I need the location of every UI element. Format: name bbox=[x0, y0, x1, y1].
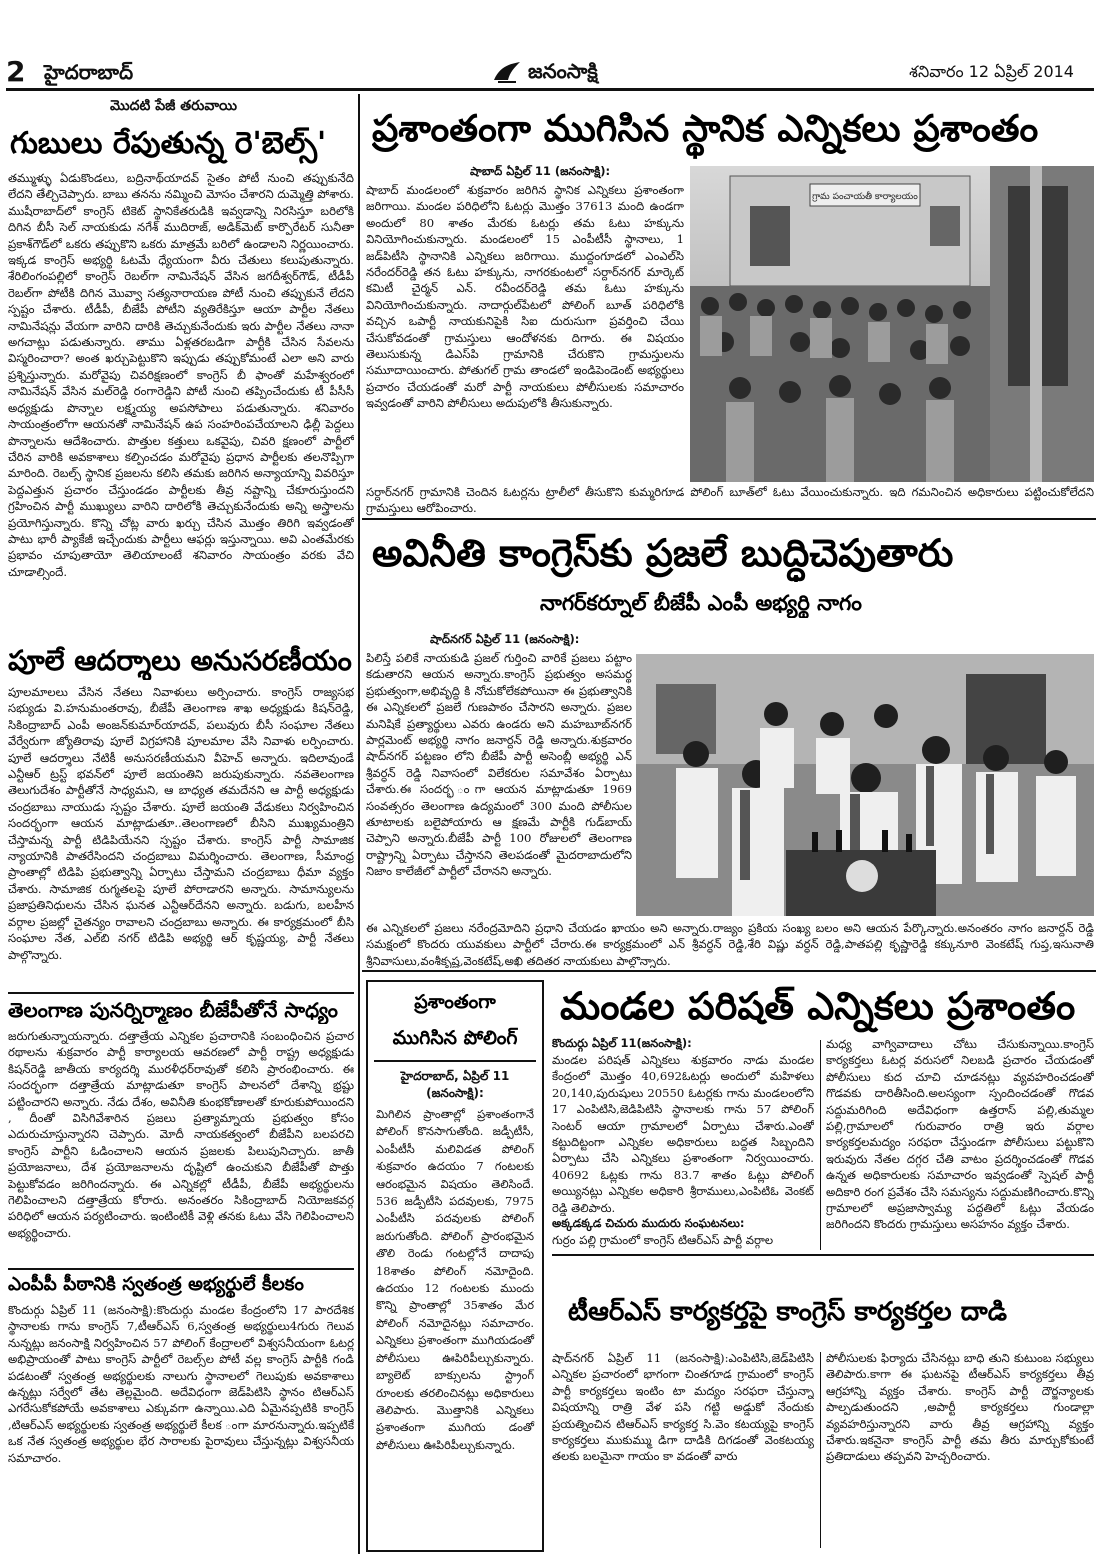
continued-kicker: మొదటి పేజీ తరువాయి bbox=[110, 98, 237, 114]
headline-corrupt-congress: అవినీతి కాంగ్రెస్‌కు ప్రజలే బుద్ధిచెపుతారు bbox=[372, 531, 954, 575]
nagam-dateline: షాద్‌నగర్ ఏప్రిల్ 11 (జనంసాక్షి): bbox=[430, 632, 580, 646]
mandal-dateline: కొందుర్గు ఏప్రిల్ 11(జనంసాక్షి): bbox=[552, 1036, 692, 1050]
polling-queue-photo bbox=[690, 166, 1094, 482]
nagam-story-body-wide: ఈ ఎన్నికలలో ప్రజలు నరేంద్రమోదిని ప్రధాని చేయడం ఖాయం అని అన్నారు.రాజ్యం ప్రకియ సంఖ్య బలం అని ఆయన పేర్కొన్నారు.అనంతరం నాగం జనార్దన్ రెడ్డి సమక్షంలో కొందరు యువకులు పార్టీలో చేరారు.ఈ కార్యక్రమంలో ఎన్ శ్రీవర్ధన్ రెడ్డి,శేరి విష్ణు వర్ధన్ రెడ్డి,పాతపల్లి కృష్ణారెడ్డి కక్కునూరి వెంకటేష్ గుప్త,ఇసునాతి శ్రీనివాసులు,వంశీకృష్ణ,వెంకటేష్,అఖి తదితర నాయకులు పాల్గొన్నారు. bbox=[366, 921, 1094, 968]
story-divider bbox=[8, 992, 354, 994]
photo-queue-graphic bbox=[690, 166, 1094, 482]
story-mpp-body: కొందుర్గు ఏప్రిల్ 11 (జనంసాక్షి):కొందుర్గు మండల కేంద్రంలోని 17 పారదేశిక స్థానాలకు గాను కాంగ్రెస్ 7,టీఆర్ఎస్ 6,స్వతంత్ర అభ్యర్థులు4గురు గెలువ నున్నట్లు జనంసాక్షి నిర్వహించిన 57 పోలింగ్ కేంద్రాలలో విశ్వసనీయంగా ఓటర్ల అభిప్రాయంతో పాటు కాంగ్రెస్ పార్టీలో రెబల్స్‌ల పోటీ వల్ల కాంగ్రెస్ పార్టీకి గండి పడటంతో స్వతంత్ర అభ్యర్థులకు నాలుగు స్థానాలలో గెలుపుకు అవకాశాలు ఉన్నట్లు సర్వేలో తేట తెల్లమైంది. అదేవిధంగా జెడ్‌పిటిసి స్థానం టిఆర్ఎస్ ఎగరేసుకోకపోయే అవకాశాలు ఎక్కువగా ఉన్నాయి.ఎది ఏమైనప్పటికి కాంగ్రెస్ ,టిఆర్ఎస్ అభ్యర్థులకు స్వతంత్ర అభ్యర్థులే కీలక ంగా మారనున్నారు.ఇప్పటికే ఒక నేత స్వతంత్ర అభ్యర్థుల భేర సారాలకు పైరావులు చేస్తున్నట్లు విశ్వసనీయ సమాచారం. bbox=[8, 1303, 354, 1465]
section-divider bbox=[362, 518, 1096, 520]
subhead-nagam: నాగర్‌కర్నూల్ బీజేపీ ఎంపీ అభ్యర్థి నాగం bbox=[540, 591, 862, 615]
attack-story-body-col1: షాద్‌నగర్ ఏప్రిల్ 11 (జనంసాక్షి):ఎంపిటిసి,జెడ్‌పిటిసి ఎన్నికల ప్రచారంలో భాగంగా చింతగూడ గ్రామంలో కాంగ్రెస్ పార్టీ కార్యకర్తలు ఇంటిం టా మద్యం సరఫరా చేస్తున్నా విషయాన్ని రాత్రి వేళ పసి గట్టి అడ్డుకో నేందుకు ప్రయత్నించిన టిఆర్ఎస్ కార్యకర్త సి.వెం కటయ్యపై కాంగ్రెస్ కార్యకర్తలు ముకుమ్ము డిగా దాడికి దిగడంతో వెంకటయ్య తలకు బలమైనా గాయం కా వడంతో వారు bbox=[552, 1351, 814, 1464]
mandal-story-body-col1: మండల పరిషత్ ఎన్నికలు శుక్రవారం నాడు మండల కేంద్రంలో మొత్తం 40,692ఓటర్లు అందులో మహిళలు 20,140,పురుషులు 20550 ఓటర్లకు గాను మండలంలోని 17 ఎంపిటిసి,జెడిపిటిసి స్థానాలకు గాను 57 పోలింగ్ సెంటర్ ఆయా గ్రామాలలో ఏర్పాటు చేశారు.ఎంతో కట్టుదిట్టంగా ఎన్నికల అధికారులు బద్ధత సిబ్బందిని ఏర్పాటు చేసి ఎన్నికలు ప్రశాంతంగా నిర్వయించారు. 40692 ఓట్లకు గాను 83.7 శాతం ఓట్లు పోలింగ్ అయ్యినట్లు ఎన్నికల అధికారి శ్రీరాములు,ఎంపిటిఓ వెంకట్ రెడ్డి తెలిపారు. bbox=[552, 1053, 814, 1215]
headline-phule: పూలే ఆదర్శాలు అనుసరణీయం bbox=[8, 644, 352, 677]
headline-rebels: గుబులు రేపుతున్న రె'బెల్స్' bbox=[10, 126, 327, 161]
story-bjp-body: జరుగుతున్నాయన్నారు. దత్తాత్రేయ ఎన్నికల ప్రచారానికి సంబంధించిన ప్రచార రథాలను శుక్రవారం పార్టీ కార్యాలయ ఆవరణలో పార్టీ రాష్ట్ర అధ్యక్షుడు కిషన్‌రెడ్డి జాతీయ కార్యదర్శి మురళీధర్‌రావుతో కలిసి ప్రారంభించారు. ఈ సందర్భంగా దత్తాత్రేయ మాట్లాడుతూ కాంగ్రెస్ పాలనలో దేశాన్ని భ్రష్టు పట్టించారని అన్నారు. నేడు దేశం, అవినీతి కుంభకోణాలతో కూరుకుపోయిందని , దీంతో విసిగివేశారిన ప్రజలు ప్రత్యామ్నాయ ప్రభుత్వం కోసం ఎదురుచూస్తున్నారని చెప్పారు. మోదీ నాయకత్వంలో బీజేపీని బలపరచి కాంగ్రెస్ పార్టీని ఓడించాలని ఆయన ప్రజలకు పిలుపునిచ్చారు. జాతీ ప్రయోజనాలు, దేశ ప్రయోజనాలను దృష్టిలో ఉంచుకుని బీజేపీతో పొత్తు పెట్టుకోవడం జరిగిందన్నారు. ఈ ఎన్నికల్లో టీడీపీ, బీజేపీ అభ్యర్థులను గెలిపించాలని దత్తాత్రేయ కోరారు. అనంతరం సికింద్రాబాద్ నియోజకవర్గ పరిధిలో ఆయన పర్యటించారు. ఇంటింటికీ వెళ్లి తనకు ఓటు వేసి గెలిపించాలని అభ్యర్థించారు. bbox=[8, 1029, 354, 1240]
masthead bbox=[0, 0, 1100, 90]
story-divider bbox=[8, 1268, 354, 1270]
polling-headline-line2: ముగిసిన పోలింగ్ bbox=[392, 1027, 518, 1049]
edition-name: హైదరాబాద్ bbox=[44, 60, 134, 84]
lead-story-body-wide: సర్దార్‌నగర్ గ్రామానికి చెందిన ఓటర్లను ట్రాలీలో తీసుకొని కుమ్మరిగూడ పోలింగ్ బూత్‌లో ఓటు వేయించుకున్నారు. ఇది గమనించిన అధికారులు పట్టించుకోలేదని గ్రామస్తులు ఆరోపించారు. bbox=[366, 485, 1094, 516]
story-phule-body: పూలమాలలు వేసిన నేతలు నివాళులు అర్పించారు. కాంగ్రెస్ రాజ్యసభ సభ్యుడు వి.హనుమంతరావు, బీజేపీ తెలంగాణ శాఖ అధ్యక్షుడు కిషన్‌రెడ్డి, సికింద్రాబాద్ ఎంపీ అంజన్‌కుమార్‌యాదవ్, పలువురు బీసీ సంఘాల నేతలు వేర్వేరుగా జ్యోతిరావు పూలే విగ్రహానికి పూలమాల వేసి నివాళు లర్పించారు. పూలే ఆదర్శాలు నేటికీ అనుసరణీయమని వీహెచ్ అన్నారు. ఇదిలావుండే ఎన్టీఆర్ ట్రస్ట్ భవన్‌లో పూలే జయంతిని జరుపుకున్నారు. నవతెలంగాణ తెలుగుదేశం పార్టీతోనే సాధ్యమని, ఆ బాధ్యత తమదేనని ఆ పార్టీ అధ్యక్షుడు చంద్రబాబు నాయుడు స్పష్టం చేశారు. పూలే జయంతి వేడుకలు నిర్వహించిన సందర్భంగా ఆయన మాట్లాడుతూ..తెలంగాణలో బీసిని ముఖ్యమంత్రిని చేస్తామన్న పార్టీ టిడిపియేనని స్పష్టం చేశారు. కాంగ్రెస్ పార్టీ సామాజిక న్యాయానికి పాతరేసిందని చంద్రబాబు విమర్శించారు. తెలంగాణ, సీమాంధ్ర ప్రాంతాల్లో టిడిపి ప్రభుత్వాన్ని ఏర్పాటు చేస్తామని చంద్రబాబు ధీమా వ్యక్తం చేశారు. సామాజిక రుగ్మతలపై పూలే పోరాడారని అన్నారు. సామాన్యులను ప్రజాప్రతినిధులను చేసిన ఘనత ఎన్టీఆర్‌దేనని అన్నారు. బడుగు, బలహీన వర్గాల ప్రజల్లో చైతన్యం రావాలని చంద్రబాబు అన్నారు. ఈ కార్యక్రమంలో బీసి సంఘాల నేత, ఎల్‌బి నగర్ టిడిపి అభ్యర్థి ఆర్ కృష్ణయ్య, పార్టీ నేతలు పాల్గొన్నారు. bbox=[8, 685, 354, 962]
lead-story-body: షాబాద్ మండలంలో శుక్రవారం జరిగిన స్థానిక ఎన్నికలు ప్రశాంతంగా జరిగాయి. మండల పరిధిలోని ఓటర్లు మొత్తం 37613 మంది ఉండగా అందులో 80 శాతం మేరకు ఓటర్లు తమ ఓటు హక్కును వినియోగించుకున్నారు. మండలంలో 15 ఎంపీటీసీ స్థానాలు, 1 జడ్‌పిటీసి స్థానానికి ఎన్నికలు జరిగాయి. ముద్దంగూడలో ఎంఎల్‌సి నరేందర్‌రెడ్డి తన ఓటు హక్కును, నాగరకుంటలో సర్దార్‌నగర్ మార్కెట్ కమిటీ చైర్మన్ ఎన్. రవీందర్‌రెడ్డి తమ ఓటు హక్కును వినియోగించుకున్నారు. నాదార్గుల్‌పేటలో పోలింగ్ బూత్ పరిధిలోకి వచ్చిన ఒపార్టీ నాయకునిపైకి సిఐ దురుసుగా ప్రవర్తించి చేయి చేసుకోవడంతో గ్రామస్తులు ఆందోళనకు దిగారు. ఈ విషయం తెలుసుకున్న డిఎస్‌పి గ్రామానికి చేరుకొని గ్రామస్తులను సమూదాయించారు. పోతుగల్ గ్రామ తాండలో ఇండిపెండెంట్ అభ్యర్థులు ప్రచారం చేయడంతో మరో పార్టీ నాయకులు పోలీసులకు సమాచారం ఇవ్వడంతో వారిని పోలీసులు అదుపులోకి తీసుకున్నారు. bbox=[366, 183, 684, 411]
polling-story-body: మిగిలిన ప్రాంతాల్లో ప్రశాంతంగానే పోలింగ్ కొనసాగుతోంది. జడ్పీటీసీ, ఎంపీటీసీ మలివిడత పోలింగ్ శుక్రవారం ఉదయం 7 గంటలకు ఆరంభమైన విషయం తెలిసిందే. 536 జడ్పీటీసి పదవులకు, 7975 ఎంపీటీసి పదవులకు పోలింగ్ జరుగుతోంది. పోలింగ్ ప్రారంభమైన తొలి రెండు గంటల్లోనే దాదాపు 18శాతం పోలింగ్ నమోదైంది. ఉదయం 12 గంటలకు ముందు కొన్ని ప్రాంతాల్లో 35శాతం మేర పోలింగ్ నమోదైనట్లు సమాచారం. ఎన్నికలు ప్రశాంతంగా ముగియడంతో పోలీసులు ఊపిరిపీల్చుకున్నారు. బ్యాలెట్ బాక్సులను స్ట్రాంగ్ రూంలకు తరలించినట్లు అధికారులు తెలిపారు. మొత్తానికి ఎన్నికలు ప్రశాంతంగా ముగియ డంతో పోలీసులు ఊపిరిపీల్చుకున్నారు. bbox=[376, 1107, 534, 1452]
press-meet-photo bbox=[636, 654, 1094, 916]
masthead-rule bbox=[6, 88, 1094, 91]
issue-date: శనివారం 12 ఏప్రిల్ 2014 bbox=[909, 62, 1074, 81]
photo-press-graphic bbox=[636, 654, 1094, 916]
mandal-subhead: అక్కడక్కడ చిచురు ముదురు సంఘటనలు: bbox=[552, 1216, 745, 1230]
mandal-story-body-col1b: గుర్రం పల్లి గ్రామంలో కాంగ్రెస్ టిఆర్ఎస్ పార్టీ వర్గాల bbox=[552, 1233, 774, 1247]
nagam-story-body: పిలిస్తే పలికే నాయకుడి ప్రజల్ గుర్తించి వారికే ప్రజలు పట్టాం కడుతారని ఆయన అన్నారు.కాంగ్రెస్ ప్రభుత్వం అసమర్థ ప్రభుత్వంగా,అభివృద్ధి కి నోచుకోలేకపోయినా ఈ ప్రభుత్వానికి ఈ ఎన్నికలలో ప్రజలే గుణపాఠం చేసారని అన్నారు. ప్రజల మనిషికే ప్రత్యార్థులు ఎవరు ఉండరు అని మహబూబ్‌నగర్ పార్లమెంట్ అభ్యర్థి నాగం జనార్దన్ రెడ్డి అన్నారు.శుక్రవారం షాద్‌నగర్ పట్టణం లోని బీజేపీ పార్టీ అసెంబ్లీ అభ్యర్థి ఎన్ శ్రీవర్ధన్ రెడ్డి నివాసంలో విలేకరుల సమావేశం ఏర్పాటు చేశారు.ఈ సందర్భ ంగా ఆయన మాట్లాడుతూ 1969 సంవత్సరం తెలంగాణ ఉద్యమంలో 300 మంది పోలీసుల తూటాలకు బలైపోయారు ఆ క్షణమే పార్టీకి గుడ్‌బాయ్ చెప్పాని అన్నారు.బీజేపీ పార్టీ 100 రోజులలో తెలంగాణ రాష్ట్రాన్ని ఏర్పాటు చేస్తానని తెలపడంతో మైదరాబాదులోని నిజాం కాలేజీలో పార్టీలో చేరానని అన్నారు. bbox=[366, 651, 632, 879]
column-divider bbox=[820, 1352, 821, 1548]
headline-mpp: ఎంపీపీ పీఠానికి స్వతంత్ర అభ్యర్థులే కీలకం bbox=[8, 1274, 304, 1295]
attack-story-body-col2: పోలీసులకు ఫిర్యాదు చేసినట్లు బాధి తుని కుటుంబ సభ్యులు తెలిపారు.కాగా ఈ ఘటనపై టీఆర్ఎస్ కార్యకర్తలు తీవ్ర ఆగ్రహాన్ని వ్యక్తం చేశారు. కాంగ్రెస్ పార్టీ దౌర్జన్యాలకు పాల్పడుతుందని ,అపార్టీ కార్యకర్తలు గుండాల్లా వ్యవహరిస్తున్నారని వారు తీవ్ర ఆగ్రహాన్ని వ్యక్తం చేశారు.ఇకనైనా కాంగ్రెస్ పార్టీ తమ తీరు మార్చుకోకుంటే ప్రతిదాడులు తప్పవని హెచ్చరించారు. bbox=[826, 1351, 1094, 1464]
story-divider bbox=[552, 1254, 1094, 1256]
photo-signboard: గ్రామ పంచాయతీ కార్యాలయం bbox=[812, 192, 918, 202]
mandal-story-body-col2: మధ్య వాగ్వివాదాలు చోటు చేసుకున్నాయి.కాంగ్రెస్ కార్యకర్తలు ఓటర్ల వరుసలో నిలబడి ప్రచారం చేయడంతో పోలీసులు కుద చూచి చూడనట్లు వ్యవహరించడంతో గొడవకు దారితీసింది.అలస్యంగా స్పందించడంతో గొడవ సద్దుమరిగింది అదేవిధంగా ఉత్తరాస్ పల్లి,తుమ్మల పల్లి,గ్రామాలలో గురువారం రాత్రి ఇరు వర్గాల కార్యకర్తలమద్యం సరఫరా చేస్తుండగా పోలీసులు పట్టుకొని ఇరువురు నేతల దగ్గర చేతి వాటం ప్రదర్శించడంతో గొడవ ఉన్నత అధికారులకు సమాచారం ఇవ్వడంతో స్పెషల్ పార్టీ అదికారి రంగ ప్రవేశం చేసి సమస్యను సద్దుమణిగించారు.కొన్ని గ్రామాలలో అప్రజాస్వామ్య పద్ధతిలో ఓట్లు వేయడం జరిగిందని కొందరు గ్రామస్తులు అసహనం వ్యక్తం చేశారు. bbox=[826, 1037, 1094, 1232]
headline-trs-attack: టీఆర్ఎస్ కార్యకర్తపై కాంగ్రెస్ కార్యకర్తల దాడి bbox=[568, 1297, 1007, 1327]
story-rebels-body: తమ్ముళ్ళు ఏడుకొండలు, బద్రినాథ్‌యాదవ్ సైతం పోటీ నుంచి తప్పుకునేది లేదని తేల్చిచెప్పారు. బాబు తనను నమ్మించి మోసం చేశారని దుమ్మెత్తి పోశారు. ముషీరాబాద్‌లో కాంగ్రెస్ టికెట్ స్థానికేతరుడికి ఇవ్వడాన్ని నిరసిస్తూ బరిలోకి దిగిన బీసీ సెల్ నాయకుడు నగేశ్ ముదిరాజ్, అడిక్‌మెట్ కార్పొరేటర్ సునీతా ప్రకాశ్‌గౌడ్‌లో ఒకరు తప్పుకొని ఒకరు మాత్రమే బరిలో ఉండాలని నిర్ణయించారు. ఇక్కడ కాంగ్రెస్ అభ్యర్థి ఓటమే ధ్యేయంగా వీరు చేతులు కలుపుతున్నారు. శేరిలింగంపల్లిలో కాంగ్రెస్ రెబల్‌గా నామినేషన్ వేసిన జగదీశ్వర్‌గౌడ్, టీడీపీ రెబల్‌గా పోటీకి దిగిన మొవ్వా సత్యనారాయణ పోటీ నుంచి తప్పుకునే లేదని స్పష్టం చేశారు. టీడీపీ, బీజేపీ పోటీని వ్యతిరేకిస్తూ ఆయా పార్టీల నేతలు నామినేషన్లు వేయగా వారిని దారికి తెచ్చుకునేందుకు ఇరు పార్టీల నేతలు నానా అగచాట్లు పడుతున్నారు. తాము ఏళ్లతరబడిగా పార్టీకి చేసిన సేవలను విస్మరించారా? అంత ఖర్చుపెట్టుకొని ఇప్పుడు తప్పుకోమంటే ఎలా అని వారు ప్రశ్నిస్తున్నారు. మరోవైపు చివరిక్షణంలో కాంగ్రెస్ బీ ఫాంతో మహేశ్వరంలో నామినేషన్ వేసిన మల్‌రెడ్డి రంగారెడ్డిని పోటీ నుంచి తప్పించేందుకు టీ పీసీసీ అధ్యక్షుడు పొన్నాల లక్ష్మయ్య అపసోపాలు పడుతున్నారు. శనివారం సాయంత్రంలోగా ఆయనతో నామినేషన్ ఉప సంహరింపచేయాలని ఢిల్లీ పెద్దలు పొన్నాలను ఆదేశించారు. పొత్తుల కత్తులు ఒకవైపు, చివరి క్షణంలో పార్టీలో చేరిన వారికి అవకాశాలు కల్పించడం మరోవైపు ప్రధాన పార్టీలకు తలనొప్పిగా మారింది. రెబల్స్ స్థానిక ప్రజలను కలిసి తమకు జరిగిన అన్యాయాన్ని వివరిస్తూ పెద్దఎత్తున ప్రచారం చేస్తుండడం పార్టీలకు తీవ్ర నష్టాన్ని చేకూరుస్తుందని గ్రహించిన పార్టీ ముఖ్యులు వారిని దారిలోకి తెచ్చుకునేందుకు అన్ని అస్త్రాలను ప్రయోగిస్తున్నారు. కొన్ని చోట్ల వారు ఖర్చు చేసిన మొత్తం తిరిగి ఇవ్వడంతో పాటు భారీ ప్యాకేజీ ఇచ్చేందుకు పార్టీలు ఆఫర్లు ఇస్తున్నాయి. అవి ఎంతమేరకు ప్రభావం చూపుతాయో తెలియాలంటే శనివారం సాయంత్రం వరకు వేచి చూడాల్సిందే. bbox=[8, 171, 354, 579]
column-divider bbox=[820, 1040, 821, 1250]
paper-logo bbox=[492, 56, 660, 90]
lead-dateline: షాబాద్ ఏప్రిల్ 11 (జనంసాక్షి): bbox=[470, 164, 611, 178]
headline-lead: ప్రశాంతంగా ముగిసిన స్థానిక ఎన్నికలు ప్రశాంతం bbox=[372, 107, 1039, 150]
page-number: 2 bbox=[6, 55, 26, 88]
polling-dateline: హైదరాబాద్, ఏప్రిల్ 11 (జనంసాక్షి): bbox=[400, 1069, 510, 1100]
column-divider bbox=[358, 94, 360, 1554]
section-divider bbox=[362, 970, 1096, 972]
polling-headline-line1: ప్రశాంతంగా bbox=[414, 991, 496, 1013]
paper-name: జనంసాక్షి bbox=[528, 58, 598, 83]
headline-bjp-telangana: తెలంగాణ పునర్నిర్మాణం బీజేపీతోనే సాధ్యం bbox=[8, 998, 338, 1022]
headline-mandal-parishat: మండల పరిషత్ ఎన్నికలు ప్రశాంతం bbox=[560, 984, 1076, 1028]
bird-logo-icon bbox=[492, 60, 522, 86]
polling-story-box bbox=[366, 980, 544, 1552]
